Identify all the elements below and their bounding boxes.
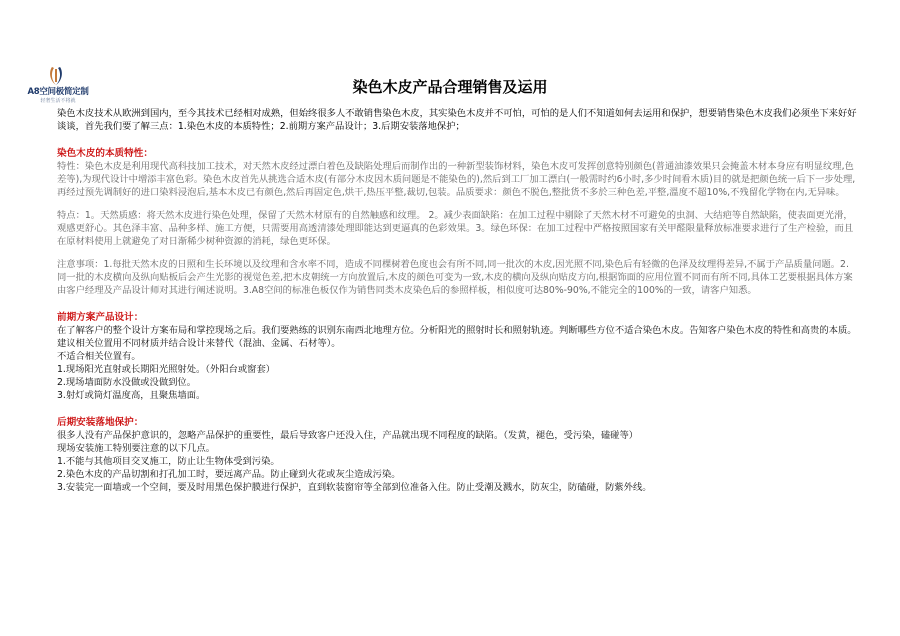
design-list-item: 不适合相关位置有。	[57, 351, 141, 362]
design-list-item: 2.现场墙面防水没做或没做到位。	[57, 377, 197, 388]
page-title: 染色木皮产品合理销售及运用	[352, 78, 548, 96]
section-heading-properties: 染色木皮的本质特性：	[57, 148, 153, 159]
design-list-item: 3.射灯或筒灯温度高，且聚焦墙面。	[57, 390, 206, 401]
design-paragraph: 在了解客户的整个设计方案布局和掌控现场之后。我们要熟练的识别东南西北地理方位。分析阳光的照射时长和照射轨迹。判断哪些方位不适合染色木皮。告知客户染色木皮的特性和高贵的本质。建议相关位置用不同材质并结合设计来替代（混油、金属、石材等）。	[57, 325, 857, 349]
design-list-item: 1.现场阳光直射或长期阳光照射处。（外阳台或窗套）	[57, 364, 276, 375]
logo-tagline: 轻奢生活不将就	[40, 98, 76, 104]
protection-list-item: 现场安装施工特别要注意的以下几点。	[57, 443, 216, 454]
features-paragraph: 特点：1。天然质感：将天然木皮进行染色处理，保留了天然木材原有的自然触感和纹理。 2。减少表面缺陷：在加工过程中剔除了天然木材不可避免的虫洞、大结疤等自然缺陷，使表面更光滑，观感更舒心。其色泽丰富、品种多样、施工方便，只需要用高透清漆处理即能达到更逼真的色彩效果。3。绿色环保：在加工过程中严格按照国家有关甲醛限量释放标准要求进行了生产检验，而且在原材料使用上就避免了对日渐稀少树种资源的消耗，绿色更环保。	[57, 210, 854, 247]
section-heading-protection: 后期安装落地保护：	[57, 417, 144, 428]
logo-name: A8空间极简定制	[27, 87, 89, 97]
section-heading-design: 前期方案产品设计：	[57, 312, 144, 323]
properties-paragraph: 特性：染色木皮是利用现代高科技加工技术，对天然木皮经过漂白着色及缺陷处理后而制作出的一种新型装饰材料，染色木皮可发挥创意特别颜色(普通油漆效果只会掩盖木材本身应有明显纹理,色差等),为现代设计中增添丰富色彩。染色木皮首先从挑选合适木皮(有部分木皮因木质问题是不能染色的),然后到工厂加工漂白(一般需时约6小时,多少时间看木质)目的就是把颜色统一后下一步处理,再经过预先调制好的进口染料浸泡后,基本木皮已有颜色,然后再固定色,烘干,热压平整,裁切,包装。品质要求：颜色不脱色,整批货不多於三种色差,平整,溫度不超10%,不残留化学物在内,无异味。	[57, 161, 856, 198]
intro-paragraph: 染色木皮技术从欧洲到国内，至今其技术已经相对成熟，但始终很多人不敢销售染色木皮，其实染色木皮并不可怕，可怕的是人们不知道如何去运用和保护，想要销售染色木皮我们必须坐下来好好谈谈，首先我们要了解三点：1.染色木皮的本质特性；2.前期方案产品设计；3.后期安装落地保护；	[57, 108, 857, 132]
protection-list-item: 1.不能与其他项目交叉施工，防止让生物体受到污染。	[57, 456, 280, 467]
protection-list-item: 2.染色木皮的产品切割和打孔加工时，要远离产品。防止碰到火花或灰尘造成污染。	[57, 469, 401, 480]
protection-list-item: 3.安装完一面墙或一个空间，要及时用黑色保护膜进行保护，直到软装窗帘等全部到位准备入住。防止受潮及溅水，防灰尘，防磕碰，防紫外线。	[57, 482, 652, 493]
document-body	[57, 107, 857, 494]
protection-paragraph: 很多人没有产品保护意识的，忽略产品保护的重要性，最后导致客户还没入住，产品就出现不同程度的缺陷。（发黄，褪色，受污染，磕碰等）	[57, 430, 639, 441]
precautions-paragraph: 注意事项：1.每批天然木皮的日照和生长环境以及纹理和含水率不同，造成不同棵树着色度也会有所不同,同一批次的木皮,因光照不同,染色后有轻微的色泽及纹理得差异,不属于产品质量问题。2.同一批的木皮横向及纵向贴板后会产生光影的视觉色差,把木皮朝统一方向放置后,木皮的颜色可变为一致,木皮的横向及纵向贴皮方向,根据饰面的应用位置不同而有所不同,具体工艺要根据具体方案由客户经理及产品设计师对其进行阐述说明。3.A8空间的标准色板仅作为销售同类木皮染色后的参照样板，相似度可达80%-90%,不能完全的100%的一致，请客户知悉。	[57, 259, 853, 296]
